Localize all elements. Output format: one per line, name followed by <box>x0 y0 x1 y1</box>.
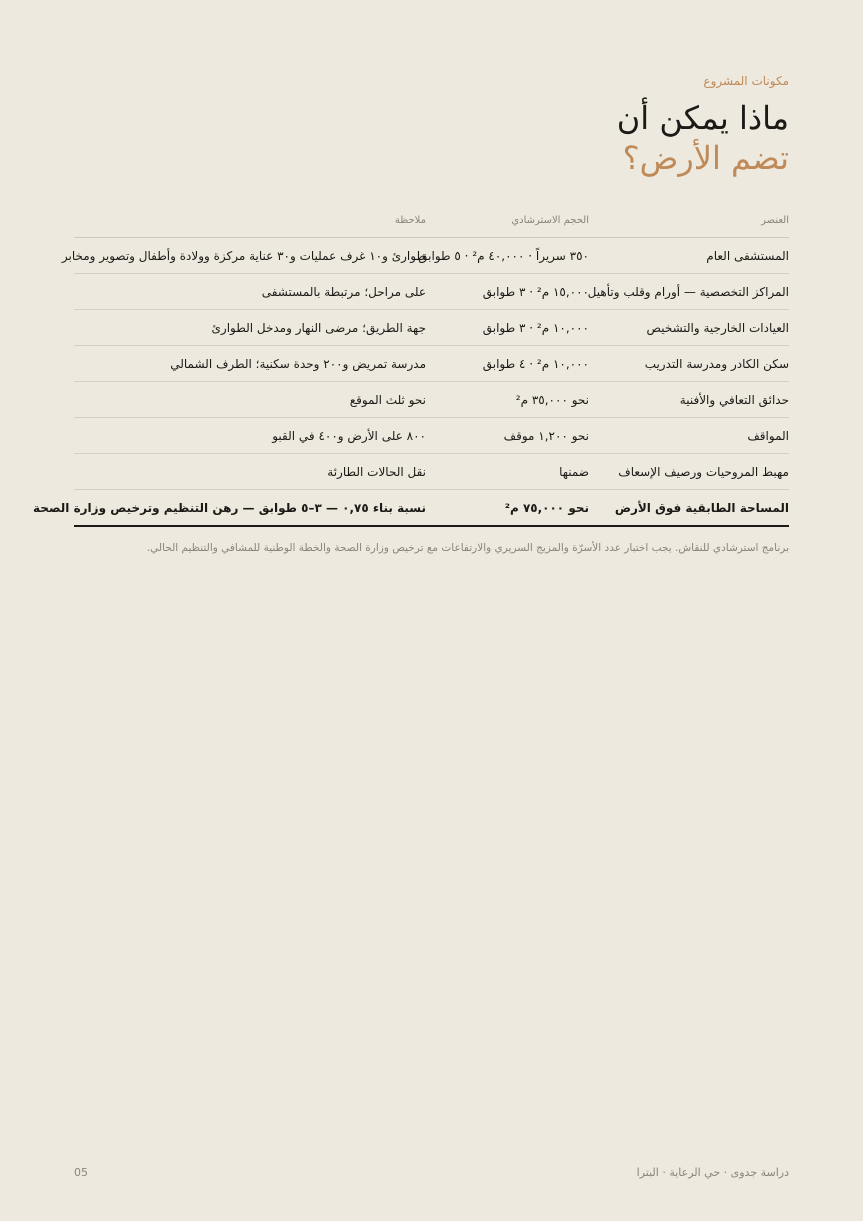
table-row <box>74 418 789 454</box>
cell-item: حدائق التعافي والأفنية <box>589 382 789 418</box>
table-row <box>74 382 789 418</box>
table-total-row <box>74 490 789 527</box>
title-line-1: ماذا يمكن أن <box>616 99 789 137</box>
header-note: ملاحظة <box>74 204 426 238</box>
cell-size: نحو ٣٥,٠٠٠ م² <box>426 382 589 418</box>
cell-size: ١٥,٠٠٠ م² · ٣ طوابق <box>426 274 589 310</box>
cell-note: نحو ثلث الموقع <box>74 382 426 418</box>
page <box>33 0 789 1221</box>
title-line-2: تضم الأرض؟ <box>622 139 789 177</box>
cell-item: سكن الكادر ومدرسة التدريب <box>589 346 789 382</box>
header-item: العنصر <box>589 204 789 238</box>
cell-item: العيادات الخارجية والتشخيص <box>589 310 789 346</box>
cell-item: المواقف <box>589 418 789 454</box>
total-size: نحو ٧٥,٠٠٠ م² <box>426 490 589 527</box>
cell-item: المراكز التخصصية — أورام وقلب وتأهيل <box>589 274 789 310</box>
table-header-row <box>74 204 789 238</box>
cell-note: على مراحل؛ مرتبطة بالمستشفى <box>74 274 426 310</box>
cell-note: ٨٠٠ على الأرض و٤٠٠ في القبو <box>74 418 426 454</box>
components-table <box>33 204 789 527</box>
table-row <box>74 274 789 310</box>
table-row <box>74 346 789 382</box>
page-title <box>617 98 789 178</box>
table-row <box>74 310 789 346</box>
cell-size: ١٠,٠٠٠ م² · ٤ طوابق <box>426 346 589 382</box>
section-eyebrow: مكونات المشروع <box>703 74 789 88</box>
cell-size: ٣٥٠ سريراً · ٤٠,٠٠٠ م² · ٥ طوابق <box>426 238 589 274</box>
table-row <box>74 238 789 274</box>
footer-page-number: 05 <box>74 1166 88 1179</box>
total-item: المساحة الطابقية فوق الأرض <box>589 490 789 527</box>
cell-note: مدرسة تمريض و٢٠٠ وحدة سكنية؛ الطرف الشمالي <box>74 346 426 382</box>
total-note: نسبة بناء ٠,٧٥ — ٣–٥ طوابق — رهن التنظيم وترخيص وزارة الصحة <box>74 490 426 527</box>
cell-size: ضمنها <box>426 454 589 490</box>
table-row <box>74 454 789 490</box>
cell-note: جهة الطريق؛ مرضى النهار ومدخل الطوارئ <box>74 310 426 346</box>
cell-note: طوارئ و١٠ غرف عمليات و٣٠ عناية مركزة وولادة وأطفال وتصوير ومخابر <box>74 238 426 274</box>
footnote: برنامج استرشادي للنقاش. يجب اختبار عدد الأسرّة والمزيج السريري والارتفاعات مع ترخيص وزارة الصحة والخطة الوطنية للمشافي والتنظيم الحالي. <box>146 542 789 554</box>
cell-note: نقل الحالات الطارئة <box>74 454 426 490</box>
footer-doc-label: دراسة جدوى · حي الرعاية · البترا <box>636 1166 789 1179</box>
cell-size: نحو ١,٢٠٠ موقف <box>426 418 589 454</box>
cell-item: المستشفى العام <box>589 238 789 274</box>
cell-size: ١٠,٠٠٠ م² · ٣ طوابق <box>426 310 589 346</box>
header-size: الحجم الاسترشادي <box>426 204 589 238</box>
cell-item: مهبط المروحيات ورصيف الإسعاف <box>589 454 789 490</box>
